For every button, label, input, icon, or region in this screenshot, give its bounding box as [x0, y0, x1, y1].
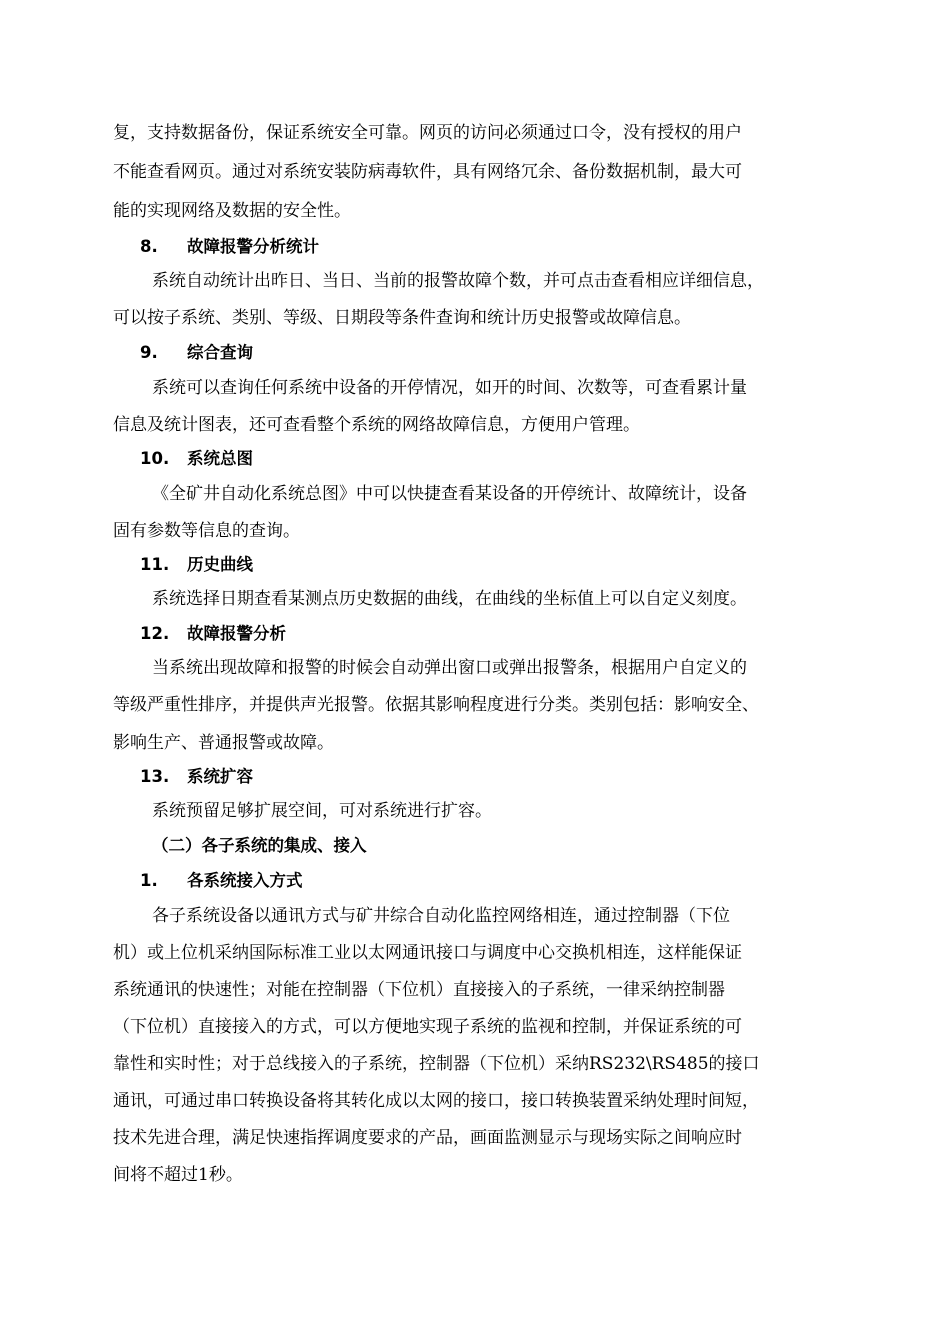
paragraph-line: 复，支持数据备份，保证系统安全可靠。网页的访问必须通过口令，没有授权的用户 — [113, 123, 742, 143]
section-heading: 系统扩容 — [187, 767, 253, 786]
section-heading: 历史曲线 — [187, 555, 253, 574]
paragraph-line: 间将不超过1秒。 — [113, 1165, 243, 1185]
section-number: 13. — [140, 767, 170, 786]
paragraph-line: 各子系统设备以通讯方式与矿井综合自动化监控网络相连，通过控制器（下位 — [152, 906, 730, 926]
section-heading: 综合查询 — [187, 343, 253, 362]
section-number: 10. — [140, 449, 170, 468]
paragraph-line: 技术先进合理，满足快速指挥调度要求的产品，画面监测显示与现场实际之间响应时 — [113, 1128, 742, 1148]
paragraph-line: 系统可以查询任何系统中设备的开停情况，如开的时间、次数等，可查看累计量 — [152, 378, 747, 398]
section-number: 11. — [140, 555, 170, 574]
paragraph-line: 靠性和实时性；对于总线接入的子系统，控制器（下位机）采纳RS232\RS485的接口 — [113, 1054, 760, 1074]
paragraph-line: 能的实现网络及数据的安全性。 — [113, 201, 351, 221]
paragraph-line: 等级严重性排序，并提供声光报警。依据其影响程度进行分类。类别包括：影响安全、 — [113, 695, 759, 715]
paragraph-line: （下位机）直接接入的方式，可以方便地实现子系统的监视和控制，并保证系统的可 — [113, 1017, 742, 1037]
paragraph-line: 系统自动统计出昨日、当日、当前的报警故障个数，并可点击查看相应详细信息， — [152, 271, 764, 291]
section-heading: 各系统接入方式 — [187, 871, 303, 890]
paragraph-line: 《全矿井自动化系统总图》中可以快捷查看某设备的开停统计、故障统计，设备 — [152, 484, 747, 504]
paragraph-line: 系统通讯的快速性；对能在控制器（下位机）直接接入的子系统，一律采纳控制器 — [113, 980, 725, 1000]
section-number: 9. — [140, 343, 158, 362]
paragraph-line: 信息及统计图表，还可查看整个系统的网络故障信息，方便用户管理。 — [113, 415, 640, 435]
subsection-heading: （二）各子系统的集成、接入 — [152, 836, 367, 855]
paragraph-line: 机）或上位机采纳国际标准工业以太网通讯接口与调度中心交换机相连，这样能保证 — [113, 943, 742, 963]
paragraph-line: 固有参数等信息的查询。 — [113, 521, 300, 541]
section-heading: 系统总图 — [187, 449, 253, 468]
paragraph-line: 通讯，可通过串口转换设备将其转化成以太网的接口，接口转换装置采纳处理时间短， — [113, 1091, 759, 1111]
section-number: 12. — [140, 624, 170, 643]
paragraph-line: 系统选择日期查看某测点历史数据的曲线，在曲线的坐标值上可以自定义刻度。 — [152, 589, 747, 609]
paragraph-line: 可以按子系统、类别、等级、日期段等条件查询和统计历史报警或故障信息。 — [113, 308, 691, 328]
section-heading: 故障报警分析统计 — [187, 237, 319, 256]
paragraph-line: 当系统出现故障和报警的时候会自动弹出窗口或弹出报警条，根据用户自定义的 — [152, 658, 747, 678]
section-number: 1. — [140, 871, 158, 890]
paragraph-line: 影响生产、普通报警或故障。 — [113, 733, 334, 753]
paragraph-line: 系统预留足够扩展空间，可对系统进行扩容。 — [152, 801, 492, 821]
paragraph-line: 不能查看网页。通过对系统安装防病毒软件，具有网络冗余、备份数据机制，最大可 — [113, 162, 742, 182]
section-heading: 故障报警分析 — [187, 624, 286, 643]
section-number: 8. — [140, 237, 158, 256]
